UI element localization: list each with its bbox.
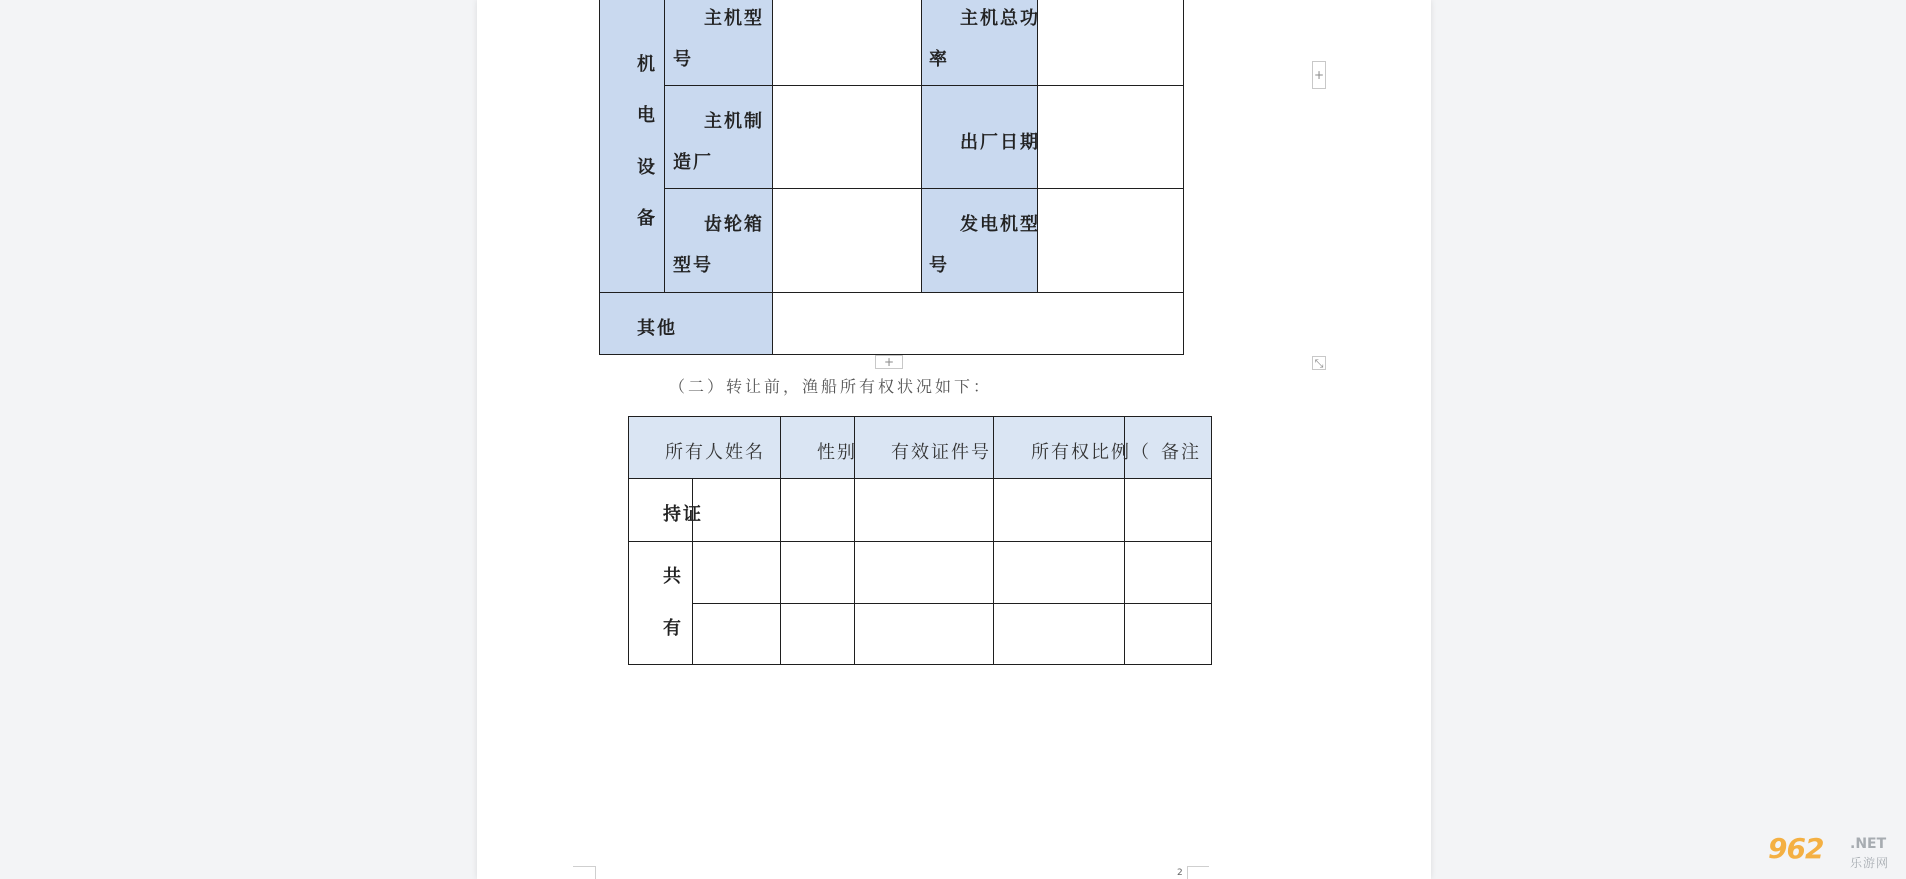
other-label-cell [599, 292, 772, 355]
engine-total-power-label: 主机总功 [960, 8, 1040, 29]
table-border [921, 0, 922, 292]
site-watermark-logo [1768, 832, 1900, 874]
header-ownership-share: 所有权比例（ [1031, 442, 1151, 463]
category-char: 机 [637, 54, 657, 75]
generator-model-label: 发电机型 [960, 214, 1040, 235]
joint-owner-2-name-value[interactable] [693, 604, 780, 664]
holder-label-clip [629, 479, 703, 541]
table-border [628, 416, 1212, 417]
watermark-net: .NET [1850, 836, 1887, 852]
engine-model-label: 号 [673, 49, 693, 70]
holder-name-value[interactable] [693, 479, 780, 541]
other-value[interactable] [773, 293, 1183, 355]
table-border [772, 0, 773, 355]
table-border [599, 292, 1184, 293]
holder-share-value[interactable] [994, 479, 1124, 541]
manufacture-date-label: 出厂日期 [960, 132, 1040, 153]
table-border [664, 85, 1184, 86]
other-label: 其他 [637, 318, 677, 339]
document-page [477, 0, 1431, 879]
table-border [628, 478, 1212, 479]
plus-icon: + [883, 355, 895, 369]
margin-mark [1187, 866, 1209, 867]
table-resize-handle[interactable] [1312, 356, 1326, 370]
joint-owner-1-id-value[interactable] [855, 542, 993, 603]
engine-manufacturer-value[interactable] [773, 86, 921, 188]
engine-manufacturer-label: 主机制 [704, 111, 764, 132]
margin-mark [595, 866, 596, 879]
engine-manufacturer-label: 造厂 [673, 152, 713, 173]
add-row-handle[interactable] [875, 355, 903, 369]
engine-total-power-value[interactable] [1038, 0, 1183, 85]
header-owner-name: 所有人姓名 [665, 442, 765, 463]
table-border [692, 603, 1212, 604]
generator-model-value[interactable] [1038, 189, 1183, 292]
category-char: 设 [637, 157, 657, 178]
generator-model-label: 号 [929, 255, 949, 276]
joint-owner-2-id-value[interactable] [855, 604, 993, 664]
table-border [664, 0, 665, 292]
category-char: 备 [637, 208, 657, 229]
table-border [1183, 0, 1184, 355]
gearbox-model-label: 齿轮箱 [704, 214, 764, 235]
category-char: 电 [637, 105, 657, 126]
margin-mark [1187, 866, 1188, 879]
plus-icon: + [1313, 68, 1325, 82]
joint-owner-1-gender-value[interactable] [781, 542, 854, 603]
watermark-main: 962 [1768, 832, 1824, 865]
joint-owner-1-share-value[interactable] [994, 542, 1124, 603]
table-border [599, 0, 600, 355]
engine-model-value[interactable] [773, 0, 921, 85]
header-notes: 备注 [1161, 442, 1201, 463]
add-column-handle[interactable] [1312, 61, 1326, 89]
watermark-sub: 乐游网 [1850, 856, 1890, 870]
header-id-number: 有效证件号 [891, 442, 991, 463]
holder-note-value[interactable] [1125, 479, 1211, 541]
section-heading: （二）转让前，渔船所有权状况如下： [669, 377, 993, 396]
manufacture-date-value[interactable] [1038, 86, 1183, 188]
gearbox-model-value[interactable] [773, 189, 921, 292]
joint-owner-1-name-value[interactable] [693, 542, 780, 603]
joint-owner-char: 有 [663, 618, 683, 639]
table-border [628, 664, 1212, 665]
joint-owner-2-gender-value[interactable] [781, 604, 854, 664]
holder-label: 持证 [663, 504, 703, 525]
joint-owner-2-note-value[interactable] [1125, 604, 1211, 664]
header-share-clip [994, 417, 1151, 477]
holder-gender-value[interactable] [781, 479, 854, 541]
gearbox-model-label: 型号 [673, 255, 713, 276]
page-number: 2 [1177, 868, 1183, 878]
equipment-label-column-1 [664, 0, 772, 292]
joint-owner-1-note-value[interactable] [1125, 542, 1211, 603]
margin-mark [573, 866, 595, 867]
table-border [628, 541, 1212, 542]
resize-icon: ⤡ [1314, 356, 1324, 370]
joint-owner-char: 共 [663, 566, 683, 587]
engine-model-label: 主机型 [704, 8, 764, 29]
header-gender: 性别 [817, 442, 857, 463]
engine-total-power-label: 率 [929, 49, 949, 70]
holder-id-value[interactable] [855, 479, 993, 541]
joint-owner-2-share-value[interactable] [994, 604, 1124, 664]
table-border [664, 188, 1184, 189]
